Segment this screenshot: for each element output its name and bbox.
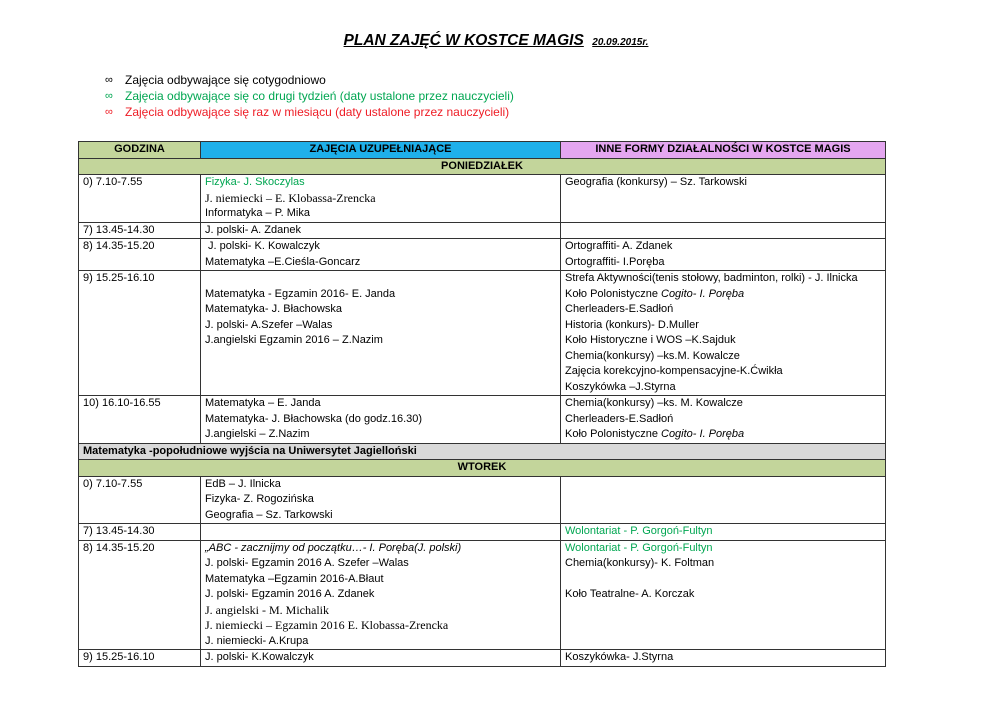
list-item: Fizyka- J. Skoczylas	[205, 176, 305, 188]
activities-cell	[561, 222, 886, 239]
infinity-bullet-icon: ∞	[105, 90, 113, 102]
activities-cell	[561, 540, 886, 650]
list-item: Chemia(konkursy) –ks. M. Kowalcze	[565, 397, 743, 409]
note-text: Matematyka -popołudniowe wyjścia na Uniwersytet Jagielloński	[79, 443, 886, 460]
table-row	[79, 396, 886, 444]
list-item: Matematyka –Egzamin 2016-A.Błaut	[205, 572, 384, 585]
list-item: J. polski- Egzamin 2016 A. Szefer –Walas	[205, 557, 409, 569]
activities-cell	[561, 476, 886, 524]
list-item: Geografia – Sz. Tarkowski	[205, 508, 333, 521]
list-item: J. niemiecki- A.Krupa	[205, 634, 309, 647]
list-item: Wolontariat - P. Gorgoń-Fultyn	[565, 541, 713, 554]
list-item: Koszykówka –J.Styrna	[565, 380, 676, 393]
note-row	[79, 443, 886, 460]
list-item: Matematyka- J. Błachowska	[205, 303, 342, 315]
list-item: Koło Historyczne i WOS –K.Sajduk	[565, 334, 736, 346]
time-cell: 8) 14.35-15.20	[79, 239, 201, 271]
table-row	[79, 540, 886, 650]
table-row	[79, 476, 886, 524]
day-label: WTOREK	[79, 460, 886, 477]
classes-cell	[201, 396, 561, 444]
legend-item-weekly	[105, 72, 514, 88]
activities-cell	[561, 524, 886, 541]
table-row	[79, 239, 886, 271]
list-item: Wolontariat - P. Gorgoń-Fultyn	[565, 525, 713, 537]
legend-text: Zajęcia odbywające się co drugi tydzień (daty ustalone przez nauczycieli)	[125, 89, 514, 103]
time-cell: 10) 16.10-16.55	[79, 396, 201, 444]
list-item: EdB – J. Ilnicka	[205, 477, 281, 490]
title-date: 20.09.2015r.	[592, 37, 649, 48]
table-header-row	[79, 142, 886, 159]
list-item: Historia (konkurs)- D.Muller	[565, 318, 699, 331]
header-hour: GODZINA	[79, 142, 201, 159]
table-row	[79, 650, 886, 667]
activities-cell	[561, 396, 886, 444]
legend-item-monthly	[105, 104, 514, 120]
time-cell: 7) 13.45-14.30	[79, 222, 201, 239]
table-row	[79, 175, 886, 223]
list-item: Informatyka – P. Mika	[205, 207, 310, 219]
list-item: Koło Teatralne- A. Korczak	[565, 588, 695, 600]
list-item: J. polski- K.Kowalczyk	[205, 651, 314, 663]
list-item: J. angielski - M. Michalik	[205, 602, 329, 617]
header-other-activities: INNE FORMY DZIAŁALNOŚCI W KOSTCE MAGIS	[561, 142, 886, 159]
activities-cell	[561, 175, 886, 223]
list-item: Matematyka –E.Cieśla-Goncarz	[205, 255, 361, 268]
day-row-tuesday	[79, 460, 886, 477]
document-title	[0, 32, 992, 50]
day-label: PONIEDZIAŁEK	[79, 158, 886, 175]
table-row	[79, 524, 886, 541]
legend-item-biweekly	[105, 88, 514, 104]
list-item: J. niemiecki – E. Klobassa-Zrencka	[205, 190, 376, 205]
list-item: J. niemiecki – Egzamin 2016 E. Klobassa-Zrencka	[205, 618, 449, 632]
list-item: Chemia(konkursy)- K. Foltman	[565, 557, 715, 569]
list-item: Matematyka - Egzamin 2016- E. Janda	[205, 287, 396, 300]
activities-cell	[561, 650, 886, 667]
time-cell: 0) 7.10-7.55	[79, 476, 201, 524]
list-item: Geografia (konkursy) – Sz. Tarkowski	[565, 176, 747, 188]
classes-cell	[201, 222, 561, 239]
time-cell: 9) 15.25-16.10	[79, 650, 201, 667]
infinity-bullet-icon: ∞	[105, 74, 113, 86]
legend	[105, 72, 514, 120]
list-item: Chemia(konkursy) –ks.M. Kowalcze	[565, 349, 740, 362]
time-cell: 9) 15.25-16.10	[79, 271, 201, 396]
infinity-bullet-icon: ∞	[105, 106, 113, 118]
list-item: Cherleaders-E.Sadłoń	[565, 412, 674, 425]
list-item: Koło Polonistyczne Cogito- I. Poręba	[565, 428, 745, 440]
list-item: J.angielski Egzamin 2016 – Z.Nazim	[205, 334, 383, 346]
classes-cell	[201, 524, 561, 541]
list-item: Zajęcia korekcyjno-kompensacyjne-K.Ćwikła	[565, 365, 783, 377]
table-row	[79, 271, 886, 396]
classes-cell	[201, 175, 561, 223]
time-cell: 7) 13.45-14.30	[79, 524, 201, 541]
list-item: Cherleaders-E.Sadłoń	[565, 303, 674, 315]
list-item: „ABC - zacznijmy od początku…- I. Poręba(J. polski)	[205, 541, 462, 554]
schedule-table	[78, 141, 886, 667]
list-item: Koszykówka- J.Styrna	[565, 651, 674, 663]
list-item	[565, 572, 881, 588]
classes-cell	[201, 239, 561, 271]
day-row-monday	[79, 158, 886, 175]
list-item: J. polski- A. Zdanek	[205, 223, 301, 236]
classes-cell	[201, 650, 561, 667]
list-item: Strefa Aktywności(tenis stołowy, badminton, rolki) - J. Ilnicka	[565, 272, 858, 284]
legend-text: Zajęcia odbywające się cotygodniowo	[125, 73, 326, 87]
list-item: J.angielski – Z.Nazim	[205, 428, 310, 440]
list-item: J. polski- Egzamin 2016 A. Zdanek	[205, 588, 375, 600]
classes-cell	[201, 271, 561, 396]
activities-cell	[561, 271, 886, 396]
header-classes: ZAJĘCIA UZUPEŁNIAJĄCE	[201, 142, 561, 159]
classes-cell	[201, 476, 561, 524]
time-cell: 8) 14.35-15.20	[79, 540, 201, 650]
list-item: Fizyka- Z. Rogozińska	[205, 493, 314, 505]
classes-cell	[201, 540, 561, 650]
legend-text: Zajęcia odbywające się raz w miesiącu (daty ustalone przez nauczycieli)	[125, 105, 510, 119]
list-item: J. polski- A.Szefer –Walas	[205, 318, 333, 331]
activities-cell	[561, 239, 886, 271]
table-row	[79, 222, 886, 239]
list-item: Koło Polonistyczne Cogito- I. Poręba	[565, 287, 745, 300]
list-item: Ortograffiti- A. Zdanek	[565, 240, 673, 252]
list-item: Matematyka- J. Błachowska (do godz.16.30)	[205, 412, 423, 425]
list-item: Matematyka – E. Janda	[205, 397, 321, 409]
time-cell: 0) 7.10-7.55	[79, 175, 201, 223]
list-item: Ortograffiti- I.Poręba	[565, 255, 665, 268]
list-item: J. polski- K. Kowalczyk	[205, 240, 320, 252]
title-main: PLAN ZAJĘĆ W KOSTCE MAGIS	[343, 32, 584, 49]
